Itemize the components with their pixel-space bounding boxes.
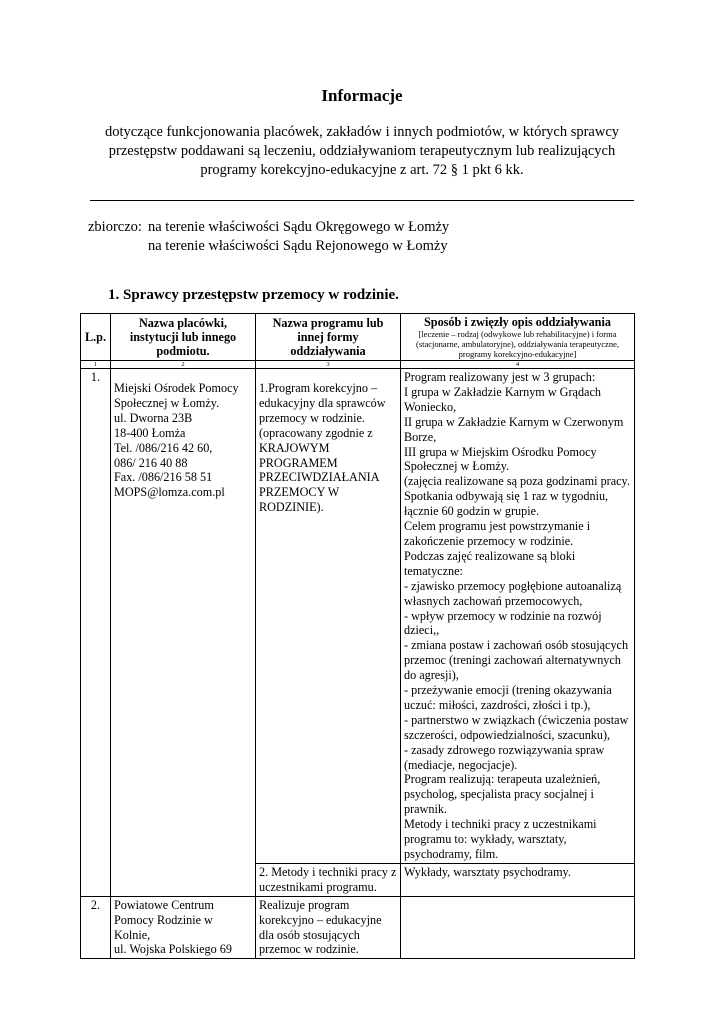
table-header-row xyxy=(81,314,635,361)
column-number: 4 xyxy=(401,361,635,369)
table-row xyxy=(81,896,635,959)
summary-block xyxy=(88,218,449,256)
intro-paragraph: dotyczące funkcjonowania placówek, zakładów i innych podmiotów, w których sprawcy przestępstw poddawani są leczeniu, oddziaływaniom terapeutycznym lub realizujących programy korekcyjno-edukacyjne z art. 72 § 1 pkt 6 kk. xyxy=(104,124,620,178)
document-title: Informacje xyxy=(321,86,403,105)
row-program: 1.Program korekcyjno – edukacyjny dla sprawców przemocy w rodzinie. (opracowany zgodnie z KRAJOWYM PROGRAMEM PRZECIWDZIAŁANIA PRZEMOCY W RODZINIE). xyxy=(256,369,401,864)
column-number: 2 xyxy=(111,361,256,369)
header-program: Nazwa programu lub innej formy oddziaływania xyxy=(256,314,401,361)
row-method: Program realizowany jest w 3 grupach: I grupa w Zakładzie Karnym w Grądach Woniecko, II grupa w Zakładzie Karnym w Czerwonym Borze, III grupa w Miejskim Ośrodku Pomocy Społecznej w Łomży. (zajęcia realizowane są poza godzinami pracy. Spotkania odbywają się 1 raz w tygodniu, łącznie 60 godzin w grupie. Celem programu jest powstrzymanie i zakończenie przemocy w rodzinie. Podczas zajęć realizowane są bloki tematyczne: - zjawisko przemocy pogłębione autoanalizą własnych zachowań przemocowych, - wpływ przemocy w rodzinie na rozwój dzieci,, - zmiana postaw i zachowań osób stosujących przemoc (treningi zachowań alternatywnych do agresji), - przeżywanie emocji (trening okazywania uczuć: miłości, zazdrości, złości i tp.), - partnerstwo w związkach (ćwiczenia postaw szczerości, odpowiedzialności, szacunku), - zasady zdrowego rozwiązywania spraw (mediacje, negocjacje). Program realizują: terapeuta uzależnień, psycholog, specjalista pracy socjalnej i prawnik. Metody i techniki pracy z uczestnikami programu to: wykłady, warsztaty, psychodramy, film. xyxy=(401,369,635,864)
row-lp: 1. xyxy=(81,369,111,897)
divider xyxy=(90,200,634,201)
column-number: 3 xyxy=(256,361,401,369)
row-method xyxy=(401,896,635,959)
column-number: 1 xyxy=(81,361,111,369)
summary-label: zbiorczo: xyxy=(88,219,142,235)
row-institution: Powiatowe Centrum Pomocy Rodzinie w Kolnie, ul. Wojska Polskiego 69 xyxy=(111,896,256,959)
row-institution: Miejski Ośrodek Pomocy Społecznej w Łomży. ul. Dworna 23B 18-400 Łomża Tel. /086/216 42 60, 086/ 216 40 88 Fax. /086/216 58 51 MOPS@lomza.com.pl xyxy=(111,369,256,897)
row-program: Realizuje program korekcyjno – edukacyjne dla osób stosujących przemoc w rodzinie. xyxy=(256,896,401,959)
section-heading: 1. Sprawcy przestępstw przemocy w rodzinie. xyxy=(108,287,399,303)
column-number-row xyxy=(81,361,635,369)
table-row xyxy=(81,369,635,864)
row-method: Wykłady, warsztaty psychodramy. xyxy=(401,863,635,896)
header-method-note: [leczenie – rodzaj (odwykowe lub rehabilitacyjne) i forma (stacjonarne, ambulatoryjne), oddziaływania terapeutyczne, programy korekcyjno-edukacyjne] xyxy=(416,329,619,359)
programs-table xyxy=(80,313,635,959)
header-method-title: Sposób i zwięzły opis oddziaływania xyxy=(424,315,611,329)
summary-line-1 xyxy=(88,218,449,237)
row-program: 2. Metody i techniki pracy z uczestnikami programu. xyxy=(256,863,401,896)
header-method xyxy=(401,314,635,361)
summary-line-2: na terenie właściwości Sądu Rejonowego w Łomży xyxy=(148,238,448,254)
row-lp: 2. xyxy=(81,896,111,959)
header-lp: L.p. xyxy=(81,314,111,361)
summary-text-1: na terenie właściwości Sądu Okręgowego w Łomży xyxy=(148,219,450,235)
header-name: Nazwa placówki, instytucji lub innego podmiotu. xyxy=(111,314,256,361)
